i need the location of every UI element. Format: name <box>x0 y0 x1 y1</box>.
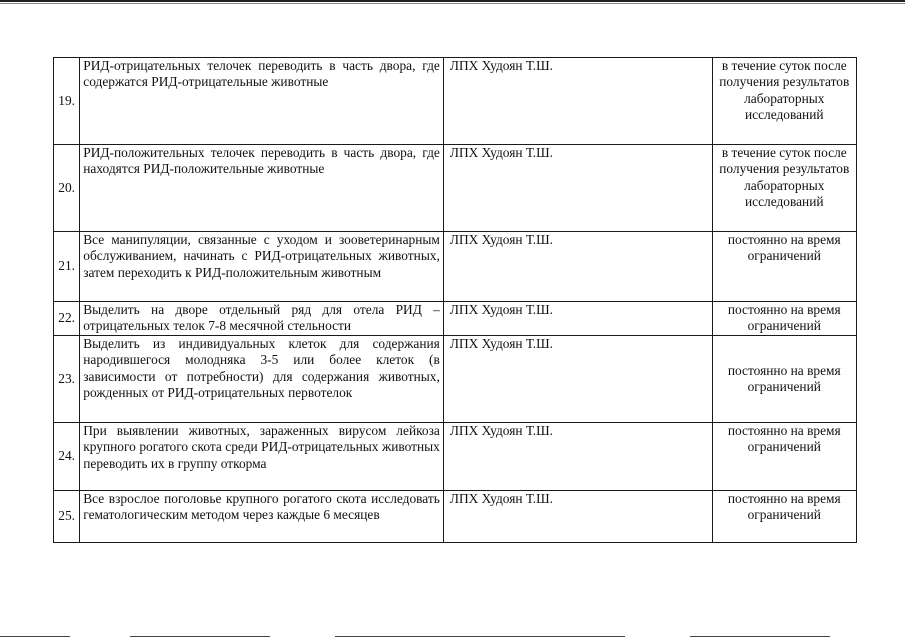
scan-border-bottom <box>130 636 270 637</box>
scan-border-bottom <box>335 636 625 637</box>
row-number: 19. <box>54 58 80 145</box>
measures-table <box>53 57 857 543</box>
row-term: в течение суток после получения результатов лабораторных исследований <box>712 145 856 232</box>
row-description: При выявлении животных, зараженных вирусом лейкоза крупного рогатого скота среди РИД-отрицательных животных переводить их в группу откорма <box>80 423 444 491</box>
table-row <box>54 302 857 336</box>
row-description: Выделить на дворе отдельный ряд для отела РИД – отрицательных телок 7-8 месячной стельности <box>80 302 444 336</box>
row-responsible: ЛПХ Худоян Т.Ш. <box>443 491 712 543</box>
row-term: постоянно на время ограничений <box>712 423 856 491</box>
row-term: постоянно на время ограничений <box>712 302 856 336</box>
row-responsible: ЛПХ Худоян Т.Ш. <box>443 423 712 491</box>
row-term: постоянно на время ограничений <box>712 232 856 302</box>
row-responsible: ЛПХ Худоян Т.Ш. <box>443 336 712 423</box>
table-row <box>54 336 857 423</box>
row-number: 23. <box>54 336 80 423</box>
table-row <box>54 232 857 302</box>
row-number: 25. <box>54 491 80 543</box>
row-term: постоянно на время ограничений <box>712 336 856 423</box>
row-description: РИД-отрицательных телочек переводить в часть двора, где содержатся РИД-отрицательные животные <box>80 58 444 145</box>
scan-border-bottom <box>690 636 830 637</box>
row-responsible: ЛПХ Худоян Т.Ш. <box>443 58 712 145</box>
row-number: 20. <box>54 145 80 232</box>
row-number: 21. <box>54 232 80 302</box>
table-row <box>54 145 857 232</box>
row-responsible: ЛПХ Худоян Т.Ш. <box>443 232 712 302</box>
row-description: Все взрослое поголовье крупного рогатого скота исследовать гематологическим методом через каждые 6 месяцев <box>80 491 444 543</box>
scan-border-top-thin <box>0 3 905 4</box>
table-row <box>54 491 857 543</box>
table-row <box>54 58 857 145</box>
row-number: 22. <box>54 302 80 336</box>
row-term: постоянно на время ограничений <box>712 491 856 543</box>
row-description: Все манипуляции, связанные с уходом и зооветеринарным обслуживанием, начинать с РИД-отрицательных животных, затем переходить к РИД-положительным животным <box>80 232 444 302</box>
table-row <box>54 423 857 491</box>
row-term: в течение суток после получения результатов лабораторных исследований <box>712 58 856 145</box>
scan-border-bottom <box>0 636 70 637</box>
row-description: РИД-положительных телочек переводить в часть двора, где находятся РИД-положительные животные <box>80 145 444 232</box>
scan-border-top <box>0 0 905 2</box>
row-responsible: ЛПХ Худоян Т.Ш. <box>443 302 712 336</box>
row-responsible: ЛПХ Худоян Т.Ш. <box>443 145 712 232</box>
row-description: Выделить из индивидуальных клеток для содержания народившегося молодняка 3-5 или более клеток (в зависимости от потребности) для содержания животных, рожденных от РИД-отрицательных первотелок <box>80 336 444 423</box>
row-number: 24. <box>54 423 80 491</box>
